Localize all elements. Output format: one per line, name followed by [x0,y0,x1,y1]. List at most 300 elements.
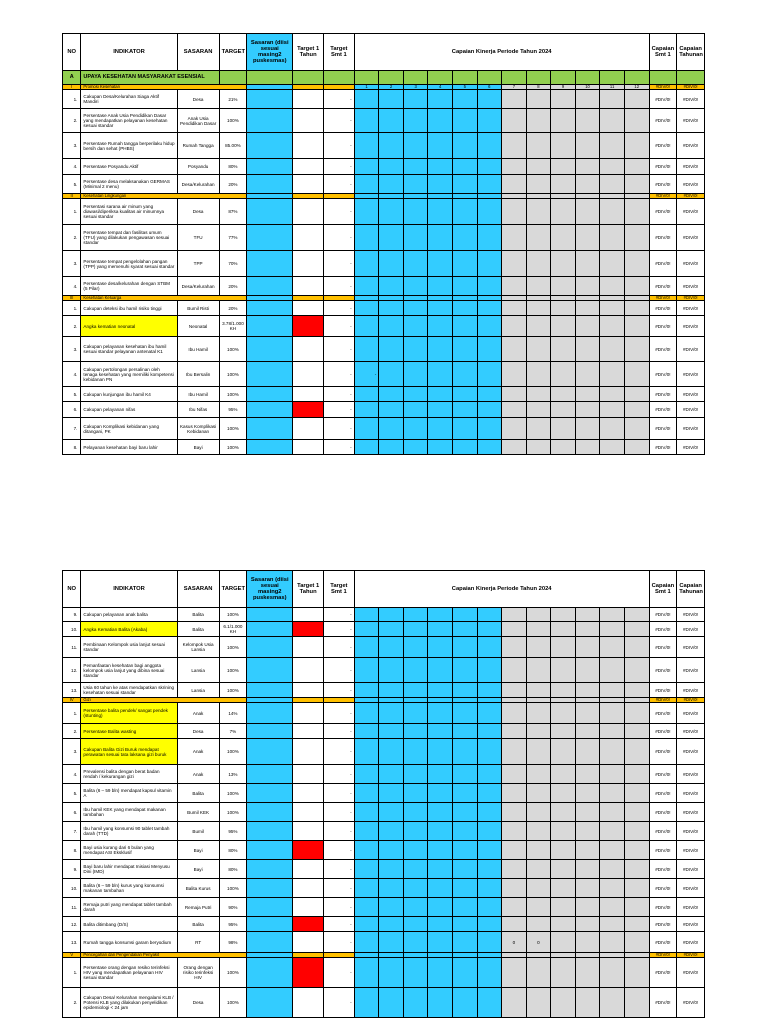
month-value-cell[interactable] [379,608,404,622]
target-tahun-cell[interactable] [293,822,324,841]
month-value-cell[interactable] [526,387,551,402]
month-value-cell[interactable] [624,362,649,387]
month-value-cell[interactable] [502,251,527,277]
sasaran-input-cell[interactable] [247,337,293,362]
month-value-cell[interactable] [354,90,379,109]
month-value-cell[interactable] [575,362,600,387]
target-tahun-cell[interactable] [293,175,324,194]
target-tahun-cell[interactable] [293,898,324,917]
month-value-cell[interactable] [526,860,551,879]
sasaran-input-cell[interactable] [247,932,293,953]
month-value-cell[interactable] [428,988,453,1018]
month-value-cell[interactable] [526,622,551,637]
month-value-cell[interactable] [354,440,379,455]
month-value-cell[interactable] [354,199,379,225]
month-value-cell[interactable] [379,301,404,316]
month-value-cell[interactable] [428,803,453,822]
month-value-cell[interactable] [354,860,379,879]
month-value-cell[interactable] [477,362,502,387]
month-value-cell[interactable] [575,822,600,841]
month-value-cell[interactable] [600,988,625,1018]
month-value-cell[interactable] [624,917,649,932]
month-value-cell[interactable] [403,440,428,455]
sasaran-input-cell[interactable] [247,225,293,251]
month-value-cell[interactable] [477,988,502,1018]
sasaran-input-cell[interactable] [247,822,293,841]
month-value-cell[interactable] [526,683,551,698]
month-value-cell[interactable] [452,301,477,316]
month-value-cell[interactable] [428,109,453,133]
month-value-cell[interactable] [551,133,576,159]
sasaran-input-cell[interactable] [247,175,293,194]
month-value-cell[interactable] [551,822,576,841]
target-tahun-cell[interactable] [293,622,324,637]
month-value-cell[interactable] [403,90,428,109]
month-value-cell[interactable] [403,133,428,159]
month-value-cell[interactable] [526,133,551,159]
target-tahun-cell[interactable] [293,133,324,159]
month-value-cell[interactable] [354,932,379,953]
month-value-cell[interactable] [477,765,502,784]
month-value-cell[interactable] [551,860,576,879]
month-value-cell[interactable] [526,316,551,337]
month-value-cell[interactable] [575,958,600,988]
month-value-cell[interactable] [403,860,428,879]
month-value-cell[interactable] [403,175,428,194]
month-value-cell[interactable] [354,622,379,637]
month-value-cell[interactable] [403,362,428,387]
month-value-cell[interactable] [600,803,625,822]
month-value-cell[interactable] [502,898,527,917]
month-value-cell[interactable] [477,387,502,402]
month-value-cell[interactable] [452,277,477,296]
month-value-cell[interactable] [379,932,404,953]
month-value-cell[interactable] [379,803,404,822]
month-value-cell[interactable] [354,301,379,316]
month-value-cell[interactable] [403,637,428,658]
target-tahun-cell[interactable] [293,225,324,251]
month-value-cell[interactable] [502,90,527,109]
month-value-cell[interactable] [477,277,502,296]
month-value-cell[interactable] [575,440,600,455]
month-value-cell[interactable] [502,724,527,739]
month-value-cell[interactable] [354,917,379,932]
month-value-cell[interactable] [452,159,477,175]
month-value-cell[interactable] [477,739,502,765]
target-tahun-cell[interactable] [293,251,324,277]
month-value-cell[interactable] [624,175,649,194]
month-value-cell[interactable] [403,739,428,765]
month-value-cell[interactable] [600,841,625,860]
month-value-cell[interactable] [600,387,625,402]
month-value-cell[interactable] [600,637,625,658]
month-value-cell[interactable] [428,841,453,860]
month-value-cell[interactable] [526,175,551,194]
month-value-cell[interactable] [452,860,477,879]
sasaran-input-cell[interactable] [247,133,293,159]
month-value-cell[interactable] [600,703,625,724]
month-value-cell[interactable] [403,724,428,739]
month-value-cell[interactable] [551,251,576,277]
month-value-cell[interactable] [526,765,551,784]
month-value-cell[interactable] [526,301,551,316]
month-value-cell[interactable] [428,784,453,803]
target-tahun-cell[interactable] [293,879,324,898]
month-value-cell[interactable]: - [354,362,379,387]
month-value-cell[interactable] [452,841,477,860]
month-value-cell[interactable] [452,724,477,739]
month-value-cell[interactable] [403,277,428,296]
month-value-cell[interactable] [600,608,625,622]
sasaran-input-cell[interactable] [247,159,293,175]
month-value-cell[interactable] [575,301,600,316]
month-value-cell[interactable] [551,724,576,739]
month-value-cell[interactable] [428,637,453,658]
month-value-cell[interactable] [379,622,404,637]
month-value-cell[interactable] [477,316,502,337]
month-value-cell[interactable] [477,917,502,932]
month-value-cell[interactable] [379,860,404,879]
month-value-cell[interactable] [526,199,551,225]
month-value-cell[interactable] [428,175,453,194]
month-value-cell[interactable] [379,739,404,765]
month-value-cell[interactable] [379,683,404,698]
target-tahun-cell[interactable] [293,917,324,932]
month-value-cell[interactable] [551,225,576,251]
sasaran-input-cell[interactable] [247,917,293,932]
month-value-cell[interactable] [477,898,502,917]
month-value-cell[interactable] [477,803,502,822]
month-value-cell[interactable] [526,703,551,724]
month-value-cell[interactable] [551,277,576,296]
month-value-cell[interactable] [379,316,404,337]
month-value-cell[interactable] [624,803,649,822]
month-value-cell[interactable] [551,199,576,225]
month-value-cell[interactable] [477,637,502,658]
month-value-cell[interactable] [379,988,404,1018]
month-value-cell[interactable] [575,637,600,658]
month-value-cell[interactable] [600,225,625,251]
month-value-cell[interactable] [452,418,477,440]
month-value-cell[interactable] [551,739,576,765]
month-value-cell[interactable] [600,683,625,698]
month-value-cell[interactable] [354,175,379,194]
month-value-cell[interactable] [624,765,649,784]
month-value-cell[interactable] [452,440,477,455]
month-value-cell[interactable] [428,402,453,418]
month-value-cell[interactable] [551,637,576,658]
month-value-cell[interactable] [452,739,477,765]
month-value-cell[interactable] [575,803,600,822]
month-value-cell[interactable] [600,337,625,362]
month-value-cell[interactable] [575,784,600,803]
sasaran-input-cell[interactable] [247,958,293,988]
sasaran-input-cell[interactable] [247,988,293,1018]
sasaran-input-cell[interactable] [247,418,293,440]
month-value-cell[interactable] [600,658,625,683]
month-value-cell[interactable] [526,608,551,622]
target-tahun-cell[interactable] [293,362,324,387]
sasaran-input-cell[interactable] [247,739,293,765]
month-value-cell[interactable] [575,387,600,402]
month-value-cell[interactable] [502,822,527,841]
month-value-cell[interactable] [403,765,428,784]
month-value-cell[interactable] [477,402,502,418]
month-value-cell[interactable] [600,109,625,133]
month-value-cell[interactable] [600,199,625,225]
month-value-cell[interactable] [354,841,379,860]
month-value-cell[interactable] [428,316,453,337]
month-value-cell[interactable] [428,917,453,932]
month-value-cell[interactable] [502,917,527,932]
month-value-cell[interactable] [624,225,649,251]
target-tahun-cell[interactable] [293,724,324,739]
sasaran-input-cell[interactable] [247,860,293,879]
month-value-cell[interactable] [600,958,625,988]
month-value-cell[interactable] [477,958,502,988]
month-value-cell[interactable] [624,879,649,898]
month-value-cell[interactable] [502,739,527,765]
target-tahun-cell[interactable] [293,739,324,765]
target-tahun-cell[interactable] [293,316,324,337]
month-value-cell[interactable] [428,879,453,898]
month-value-cell[interactable] [600,724,625,739]
month-value-cell[interactable] [403,932,428,953]
month-value-cell[interactable] [526,109,551,133]
month-value-cell[interactable] [575,251,600,277]
month-value-cell[interactable] [354,898,379,917]
month-value-cell[interactable] [624,860,649,879]
month-value-cell[interactable] [624,418,649,440]
month-value-cell[interactable] [600,159,625,175]
month-value-cell[interactable] [600,402,625,418]
month-value-cell[interactable] [428,703,453,724]
month-value-cell[interactable] [575,402,600,418]
month-value-cell[interactable] [551,958,576,988]
month-value-cell[interactable] [502,225,527,251]
month-value-cell[interactable] [624,440,649,455]
month-value-cell[interactable] [452,225,477,251]
month-value-cell[interactable] [575,724,600,739]
month-value-cell[interactable] [551,932,576,953]
month-value-cell[interactable] [575,703,600,724]
month-value-cell[interactable] [551,387,576,402]
month-value-cell[interactable] [452,608,477,622]
sasaran-input-cell[interactable] [247,765,293,784]
month-value-cell[interactable] [477,860,502,879]
target-tahun-cell[interactable] [293,199,324,225]
month-value-cell[interactable] [379,658,404,683]
month-value-cell[interactable] [403,683,428,698]
month-value-cell[interactable] [477,703,502,724]
month-value-cell[interactable] [526,658,551,683]
month-value-cell[interactable] [600,418,625,440]
month-value-cell[interactable] [502,622,527,637]
month-value-cell[interactable] [354,765,379,784]
month-value-cell[interactable] [452,822,477,841]
month-value-cell[interactable] [452,898,477,917]
month-value-cell[interactable] [428,90,453,109]
target-tahun-cell[interactable] [293,658,324,683]
month-value-cell[interactable] [575,683,600,698]
month-value-cell[interactable] [575,739,600,765]
month-value-cell[interactable] [477,133,502,159]
month-value-cell[interactable] [477,440,502,455]
sasaran-input-cell[interactable] [247,277,293,296]
month-value-cell[interactable] [403,402,428,418]
month-value-cell[interactable] [477,109,502,133]
month-value-cell[interactable] [477,784,502,803]
month-value-cell[interactable] [575,932,600,953]
month-value-cell[interactable] [624,822,649,841]
month-value-cell[interactable] [403,841,428,860]
month-value-cell[interactable] [379,90,404,109]
month-value-cell[interactable] [379,175,404,194]
month-value-cell[interactable] [502,362,527,387]
target-tahun-cell[interactable] [293,90,324,109]
sasaran-input-cell[interactable] [247,90,293,109]
month-value-cell[interactable] [600,362,625,387]
month-value-cell[interactable] [354,683,379,698]
month-value-cell[interactable] [526,841,551,860]
month-value-cell[interactable] [477,225,502,251]
month-value-cell[interactable] [624,784,649,803]
month-value-cell[interactable] [428,724,453,739]
month-value-cell[interactable] [428,277,453,296]
month-value-cell[interactable] [354,822,379,841]
month-value-cell[interactable] [575,225,600,251]
month-value-cell[interactable] [477,879,502,898]
month-value-cell[interactable] [452,703,477,724]
month-value-cell[interactable] [452,175,477,194]
month-value-cell[interactable] [600,90,625,109]
month-value-cell[interactable] [379,251,404,277]
month-value-cell[interactable] [624,988,649,1018]
target-tahun-cell[interactable] [293,109,324,133]
month-value-cell[interactable] [452,879,477,898]
month-value-cell[interactable] [575,133,600,159]
month-value-cell[interactable] [379,277,404,296]
month-value-cell[interactable] [551,703,576,724]
month-value-cell[interactable] [403,917,428,932]
month-value-cell[interactable] [575,622,600,637]
month-value-cell[interactable] [428,337,453,362]
month-value-cell[interactable] [403,159,428,175]
month-value-cell[interactable] [600,251,625,277]
month-value-cell[interactable] [452,658,477,683]
month-value-cell[interactable] [354,724,379,739]
month-value-cell[interactable] [354,159,379,175]
month-value-cell[interactable] [526,159,551,175]
month-value-cell[interactable] [452,362,477,387]
month-value-cell[interactable] [502,175,527,194]
month-value-cell[interactable] [403,199,428,225]
month-value-cell[interactable] [551,988,576,1018]
month-value-cell[interactable] [477,658,502,683]
month-value-cell[interactable] [575,316,600,337]
month-value-cell[interactable] [575,879,600,898]
month-value-cell[interactable] [403,109,428,133]
month-value-cell[interactable] [551,175,576,194]
month-value-cell[interactable] [428,608,453,622]
month-value-cell[interactable] [575,765,600,784]
month-value-cell[interactable] [502,301,527,316]
month-value-cell[interactable] [379,784,404,803]
month-value-cell[interactable] [428,362,453,387]
sasaran-input-cell[interactable] [247,316,293,337]
month-value-cell[interactable] [379,418,404,440]
month-value-cell[interactable] [428,932,453,953]
month-value-cell[interactable] [428,898,453,917]
month-value-cell[interactable] [624,251,649,277]
month-value-cell[interactable] [624,724,649,739]
month-value-cell[interactable] [379,133,404,159]
month-value-cell[interactable] [403,898,428,917]
month-value-cell[interactable] [551,440,576,455]
month-value-cell[interactable] [379,387,404,402]
month-value-cell[interactable] [502,608,527,622]
month-value-cell[interactable] [526,440,551,455]
month-value-cell[interactable] [403,958,428,988]
target-tahun-cell[interactable] [293,159,324,175]
month-value-cell[interactable] [354,703,379,724]
month-value-cell[interactable] [502,841,527,860]
month-value-cell[interactable] [526,277,551,296]
month-value-cell[interactable] [624,90,649,109]
month-value-cell[interactable] [452,803,477,822]
target-tahun-cell[interactable] [293,841,324,860]
month-value-cell[interactable] [477,841,502,860]
sasaran-input-cell[interactable] [247,683,293,698]
sasaran-input-cell[interactable] [247,724,293,739]
month-value-cell[interactable] [575,90,600,109]
month-value-cell[interactable] [452,90,477,109]
sasaran-input-cell[interactable] [247,251,293,277]
month-value-cell[interactable] [600,784,625,803]
month-value-cell[interactable] [379,724,404,739]
month-value-cell[interactable] [428,251,453,277]
month-value-cell[interactable] [502,199,527,225]
month-value-cell[interactable] [428,159,453,175]
month-value-cell[interactable] [379,199,404,225]
sasaran-input-cell[interactable] [247,898,293,917]
month-value-cell[interactable] [624,658,649,683]
month-value-cell[interactable] [403,225,428,251]
month-value-cell[interactable] [379,402,404,418]
month-value-cell[interactable] [551,90,576,109]
month-value-cell[interactable] [624,402,649,418]
month-value-cell[interactable] [624,932,649,953]
month-value-cell[interactable] [526,225,551,251]
month-value-cell[interactable] [526,822,551,841]
month-value-cell[interactable] [428,683,453,698]
month-value-cell[interactable] [502,784,527,803]
month-value-cell[interactable] [526,739,551,765]
month-value-cell[interactable] [502,879,527,898]
month-value-cell[interactable] [428,440,453,455]
month-value-cell[interactable] [477,932,502,953]
month-value-cell[interactable] [502,159,527,175]
month-value-cell[interactable] [452,765,477,784]
month-value-cell[interactable] [600,440,625,455]
month-value-cell[interactable] [526,803,551,822]
month-value-cell[interactable] [624,898,649,917]
month-value-cell[interactable] [354,784,379,803]
month-value-cell[interactable] [403,418,428,440]
month-value-cell[interactable] [624,109,649,133]
month-value-cell[interactable] [379,637,404,658]
month-value-cell[interactable] [600,175,625,194]
